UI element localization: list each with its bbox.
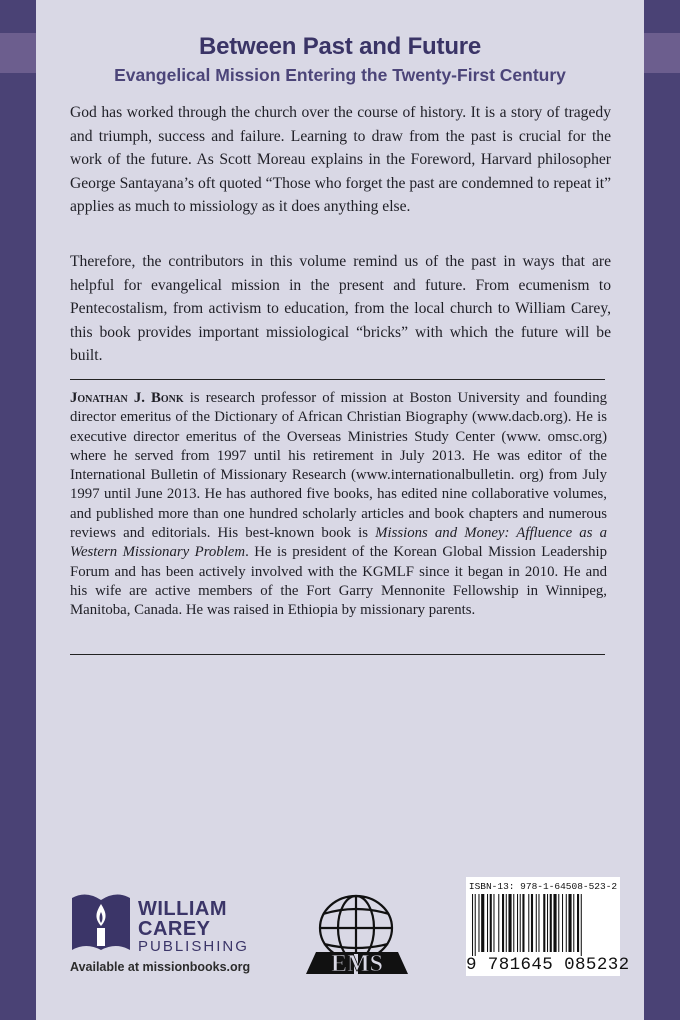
barcode-bar [506,894,507,952]
barcode-bar [536,894,537,952]
barcode-bar [498,894,499,952]
barcode-bar [520,894,521,952]
author-name: Jonathan J. Bonk [70,390,184,406]
barcode-bar [562,894,563,952]
isbn-barcode [466,877,630,976]
barcode-bar [573,894,574,952]
barcode-bar [558,894,559,952]
barcode-bar [508,894,511,952]
author-bio [70,389,607,621]
candle-flame-icon [70,890,132,952]
barcode-bar [553,894,556,952]
publisher-name-line-2: CAREY [138,918,211,940]
barcode-bar [538,894,539,952]
availability-text: Available at missionbooks.org [70,960,251,974]
publisher-name-line-3: PUBLISHING [138,938,249,955]
barcode-bar [550,894,552,952]
barcode-bar [531,894,533,952]
content-panel [36,0,644,1020]
barcode-bar [517,894,518,952]
barcode-bars [472,894,614,956]
best-known-book-title: Missions and Money: Affluence as a Western Missionary Problem [70,525,607,561]
partner-logo-label: EMS [330,951,384,977]
barcode-bar [522,894,524,952]
author-bio-text: is research professor of mission at Boston University and founding director emeritus of the Dictionary of African Christian Biography (www.dacb.org). He is executive director emeritus of the Overseas Ministries Study Center (www. omsc.org) where he served from 1997 until his retirement in July 2013. He was editor of the International Bulletin of Missionary Research (www.internationalbulletin. org) from July 1997 until June 2013. He has authored five books, has edited nine collaborative volumes, and published more than one hundred scholarly articles and book chapters and numerous reviews and editorials. His best-known book is [70,390,607,542]
globe-book-icon [298,890,418,980]
isbn-digits: 9 781645 085232 [466,955,630,975]
divider-bottom [70,654,605,655]
left-accent-band [0,33,36,73]
book-title: Between Past and Future [198,33,482,60]
barcode-bar [547,894,548,952]
barcode-bar [475,894,476,956]
barcode-bar [487,894,488,952]
blurb-paragraph-2: Therefore, the contributors in this volume remind us of the past in ways that are helpful for evangelical mission in the present and future. From ecumenism to Pentecostalism, from activism to education, from the local church to William Carey, this book provides important missiological “bricks” with which the future will be built. [70,253,611,365]
barcode-bar [581,894,582,956]
barcode-bar [543,894,545,952]
barcode-bar [490,894,492,952]
book-subtitle: Evangelical Mission Entering the Twenty-First Century [114,65,566,85]
barcode-bar [528,894,529,952]
divider-top [70,379,605,380]
barcode-bar [472,894,473,956]
blurb-paragraph-1: God has worked through the church over the course of history. It is a story of tragedy and triumph, success and failure. Learning to draw from the past is crucial for the work of the future. As Scott Moreau explains in the Foreword, Harvard philosopher George Santayana’s oft quoted “Those who forget the past are condemned to repeat it” applies as much to missiology as it does anything else. [70,104,611,216]
barcode-bar [566,894,567,952]
barcode-bar [513,894,514,952]
barcode-bar [481,894,484,952]
barcode-bar [478,894,479,952]
publisher-logo [70,890,280,980]
barcode-bar [493,894,494,952]
isbn-label: ISBN-13: 978-1-64508-523-2 [468,881,618,892]
barcode-bar [568,894,571,952]
barcode-bar [502,894,504,952]
author-bio-text-end: . He is president of the Korean Global Mission Leadership Forum and has been actively involved with the KGMLF since it began in 2010. He and his wife are active members of the Fort Garry Mennonite Fellowship in Winnipeg, Manitoba, Canada. He was raised in Ethiopia by missionary parents. [70,544,607,619]
barcode-bar [577,894,579,952]
right-accent-band [644,33,680,73]
publisher-name-line-1: WILLIAM [138,898,228,920]
